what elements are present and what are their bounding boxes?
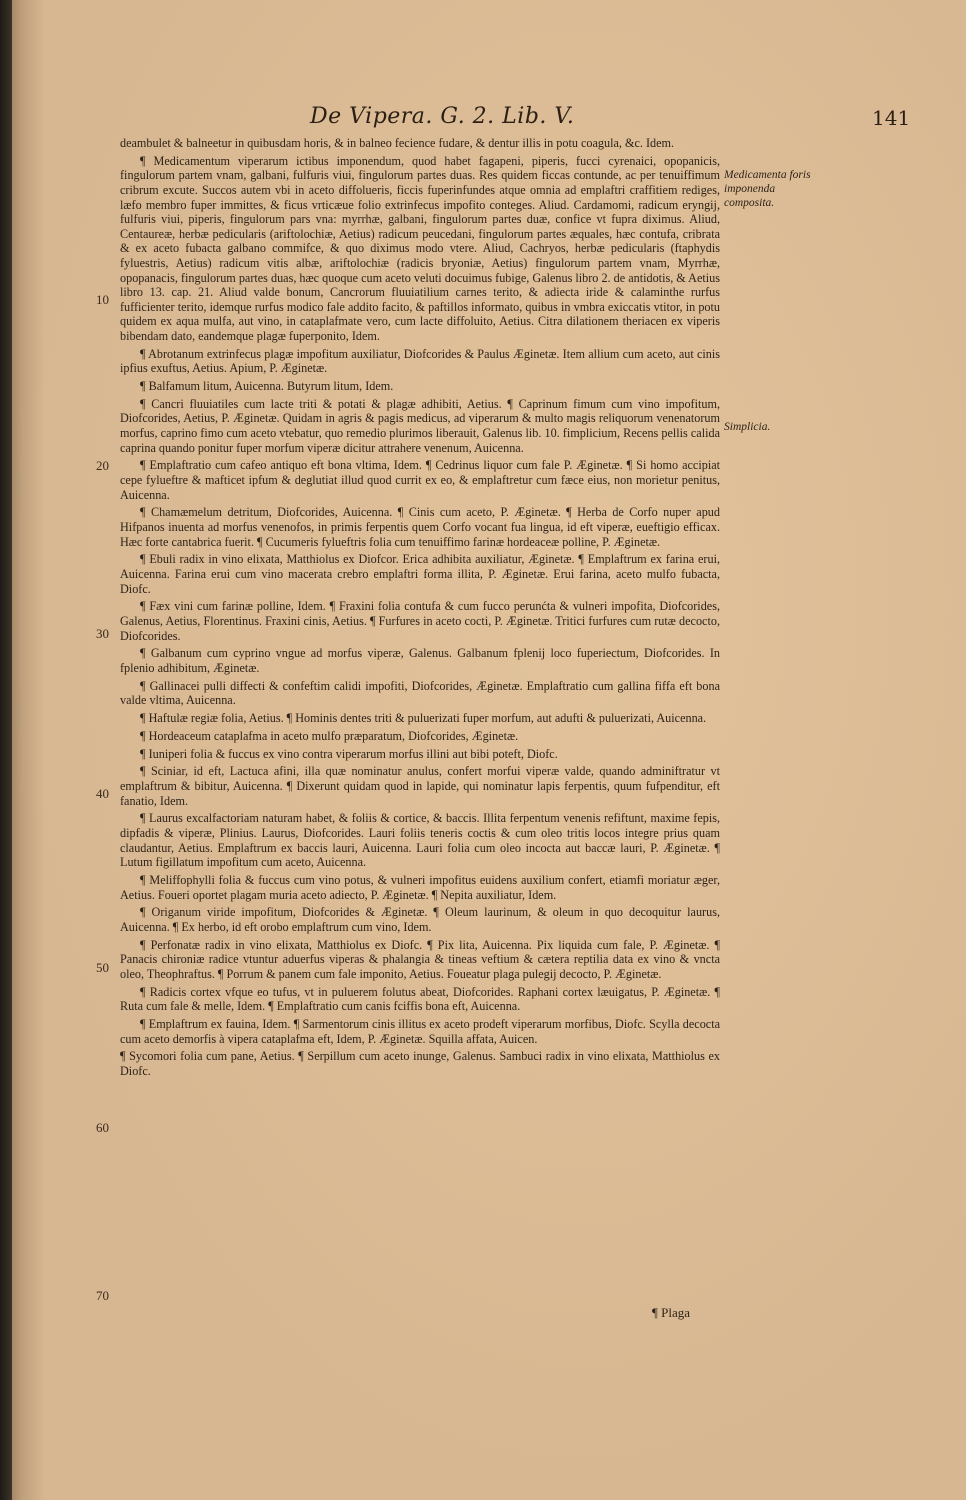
- paragraph: ¶ Medicamentum viperarum ictibus imponendum, quod habet fagapeni, piperis, fucci cyrenaici, opopanicis, fingulorum partem vnam, galbani, fulfuris viui, fingulorum partes duas. Res quidem ficcas contunde, ac per tenuiffimum cribrum excute. Succos autem vbi in aceto diffolueris, ficcis fuperinfundes atque omnia ad emplaftri craffitiem rediges, læfo membro fuper immittes, & ficus vrticæue folio extrinfecus impofito conteges. Aliud. Cardamomi, radicum eryngij, fulfuris viui, piperis, fingulorum pars vna: myrrhæ, galbani, fingulorum partes duæ, confice vt fupra diximus. Aliud, Centaureæ, herbæ pedicularis (ariftolochiæ, Aetius) radicum peucedani, fingulorum partes æquales, hæc contufa, cribrata & ex aceto fubacta galbano commifce, & quo diximus modo vtere. Aliud, Cachryos, herbæ pedicularis (ftaphydis fyluestris, Aetius) radicum vitis albæ, ariftolochiæ (radicis bryoniæ, Aetius) fingulorum partem vnam, Myrrhæ, opopanacis, fingulorum partes duas, hæc quoque cum aceto veluti docuimus fubige, Galenus libro 2. de antidotis, & Aetius libro 13. cap. 21. Aliud valde bonum, Cancrorum fluuiatilium carnes terito, & adiecta iride & calaminthe rurfus fufficienter terito, idemque rurfus modico fale addito facito, & paftillos informato, quibus in vmbra exiccatis vtitor, in potu quidem ex aqua mulfa, aut vino, in cataplafmate vero, cum lacte diffoluito, Aetius. Citra dilationem theriacen ex viperis bibendam dato, eandemque plagæ fuperponito, Idem.: [120, 153, 720, 343]
- line-number: 70: [96, 1288, 109, 1303]
- paragraph: ¶ Radicis cortex vfque eo tufus, vt in puluerem folutus abeat, Diofcorides. Raphani cortex læuigatus, P. Æginetæ. ¶ Ruta cum fale & melle, Idem. ¶ Emplaftratio cum canis fciffis bona eft, Auicenna.: [120, 984, 720, 1014]
- paragraph: ¶ Origanum viride impofitum, Diofcorides & Æginetæ. ¶ Oleum laurinum, & oleum in quo decoquitur laurus, Auicenna. ¶ Ex herbo, id eft orobo emplaftrum cum vino, Idem.: [120, 905, 720, 934]
- paragraph: ¶ Chamæmelum detritum, Diofcorides, Auicenna. ¶ Cinis cum aceto, P. Æginetæ. ¶ Herba de Corfo nuper apud Hifpanos inuenta ad morfus venenofos, in primis ferpentis quem Corfo vocant fua lingua, id eft viperæ, eueftigio efficax. Hæc forte cantabrica fuerit. ¶ Cucumeris fylueftris folia cum tenuiffimo farinæ hordeaceæ polline, P. Æginetæ.: [120, 505, 720, 549]
- line-number: 40: [96, 786, 109, 801]
- book-binding-edge: [0, 0, 12, 1500]
- paragraph: ¶ Sciniar, id eft, Lactuca afini, illa quæ nominatur anulus, confert morfui viperæ valde, quando adminiftratur vt emplaftrum & bibitur, Auicenna. ¶ Dixerunt quidam quod in lapide, qui nominatur lapis ferpentis, quum fufpenditur, eft fanatio, Idem.: [120, 764, 720, 808]
- paragraph: ¶ Sycomori folia cum pane, Aetius. ¶ Serpillum cum aceto inunge, Galenus. Sambuci radix in vino elixata, Matthiolus ex Diofc.: [120, 1049, 720, 1078]
- paragraph: ¶ Cancri fluuiatiles cum lacte triti & potati & plagæ adhibiti, Aetius. ¶ Caprinum fimum cum vino impofitum, Diofcorides, Aetius, P. Æginetæ. Quidam in agris & pagis medicus, ad viperarum & multo magis reliquorum venenatorum morfus, caprino fimo cum aceto vtebatur, quo remedio plurimos liberauit, Galenus lib. 10. fimplicium, Recens pellis calida caprina quando ponitur fuper morfum viperæ dicitur attrahere venenum, Auicenna.: [120, 396, 720, 455]
- margin-note-simplicia: Simplicia.: [724, 421, 771, 433]
- paragraph: ¶ Galbanum cum cyprino vngue ad morfus viperæ, Galenus. Galbanum fplenij loco fuperiectum, Diofcorides. In fplenio adhibitum, Æginetæ.: [120, 646, 720, 675]
- paragraph: ¶ Abrotanum extrinfecus plagæ impofitum auxiliatur, Diofcorides & Paulus Æginetæ. Item allium cum aceto, aut cinis ipfius exuftus, Aetius. Apium, P. Æginetæ.: [120, 346, 720, 376]
- paragraph: ¶ Perfonatæ radix in vino elixata, Matthiolus ex Diofc. ¶ Pix lita, Auicenna. Pix liquida cum fale, P. Æginetæ. ¶ Panacis chironiæ radice vtuntur aduerfus viperas & phalangia & tineas veftium & cætera reptilia data ex vino & vncta oleo, Theophraftus. ¶ Porrum & panem cum fale imponito, Aetius. Foueatur plaga pulegij decocto, P. Æginetæ.: [120, 937, 720, 981]
- page-header: [0, 100, 966, 140]
- page-number: 141: [872, 106, 911, 130]
- line-number: 60: [96, 1120, 109, 1135]
- paragraph: ¶ Meliffophylli folia & fuccus cum vino potus, & vulneri impofitus euidens auxilium confert, etiamfi moriatur æger, Aetius. Foueri oportet plagam muria aceto adiecto, P. Æginetæ. ¶ Nepita auxiliatur, Idem.: [120, 872, 720, 902]
- paragraph: ¶ Iuniperi folia & fuccus ex vino contra viperarum morfus illini aut bibi poteft, Diofc.: [140, 746, 558, 761]
- body-text: [120, 136, 720, 1082]
- paragraph: ¶ Emplaftrum ex fauina, Idem. ¶ Sarmentorum cinis illitus ex aceto prodeft viperarum morfibus, Diofc. Scylla decocta cum aceto demorfis à vipera cataplafma eft, Idem, P. Æginetæ. Squilla affata, Auicen.: [120, 1017, 720, 1046]
- line-number: 50: [96, 960, 109, 975]
- margin-note-composita: Medicamenta foris imponenda composita.: [724, 169, 811, 209]
- paragraph: ¶ Haftulæ regiæ folia, Aetius. ¶ Hominis dentes triti & puluerizati fuper morfum, aut adufti & puluerizati, Auicenna.: [140, 711, 707, 726]
- catchword: ¶ Plaga: [652, 1305, 691, 1320]
- line-number: 20: [96, 458, 109, 473]
- paragraph: ¶ Laurus excalfactoriam naturam habet, & foliis & cortice, & baccis. Illita ferpentum venenis refiftunt, maxime fepis, dipfadis & viperæ, Plinius. Laurus, Diofcorides. Lauri foliis teneris coctis & cum oleo tritis locos integre prius quam claudantur, Aetius. Emplaftrum ex baccis lauri, Auicenna. Lauri folia cum oleo incocta aut baccæ lauri, P. Æginetæ. ¶ Lutum figillatum impofitum cum aceto, Auicenna.: [120, 811, 720, 870]
- paragraph: ¶ Emplaftratio cum cafeo antiquo eft bona vltima, Idem. ¶ Cedrinus liquor cum fale P. Æginetæ. ¶ Si homo accipiat cepe fylueftre & mafticet ipfum & deglutiat illud quod currit ex eo, & emplaftretur cum fæce eius, non morietur penitus, Auicenna.: [120, 458, 720, 502]
- paragraph: ¶ Gallinacei pulli diffecti & confeftim calidi impofiti, Diofcorides, Æginetæ. Emplaftratio cum gallina fiffa eft bona valde vltima, Auicenna.: [120, 678, 720, 708]
- paragraph: ¶ Hordeaceum cataplafma in aceto mulfo præparatum, Diofcorides, Æginetæ.: [140, 728, 519, 743]
- paragraph: ¶ Balfamum litum, Auicenna. Butyrum litum, Idem.: [140, 379, 394, 394]
- paragraph: ¶ Ebuli radix in vino elixata, Matthiolus ex Diofcor. Erica adhibita auxiliatur, Æginetæ. ¶ Emplaftrum ex farina erui, Auicenna. Farina erui cum vino macerata crebro emplaftri forma illita, P. Æginetæ. Erui farina, aceto mulfo fubacta, Diofc.: [120, 552, 720, 596]
- line-number: 30: [96, 626, 109, 641]
- paragraph: ¶ Fæx vini cum farinæ polline, Idem. ¶ Fraxini folia contufa & cum fucco perunćta & vulneri impofita, Diofcorides, Galenus, Aetius, Florentinus. Fraxini cinis, Aetius. ¶ Furfures in aceto cocti, P. Æginetæ. Tritici furfures cum rutæ decocto, Diofcorides.: [120, 599, 720, 643]
- paragraph: deambulet & balneetur in quibusdam horis, & in balneo fecience fudare, & dentur illis in potu coagula, &c. Idem.: [120, 136, 675, 150]
- line-number: 10: [96, 292, 109, 307]
- running-title: De Vipera. G. 2. Lib. V.: [310, 104, 575, 129]
